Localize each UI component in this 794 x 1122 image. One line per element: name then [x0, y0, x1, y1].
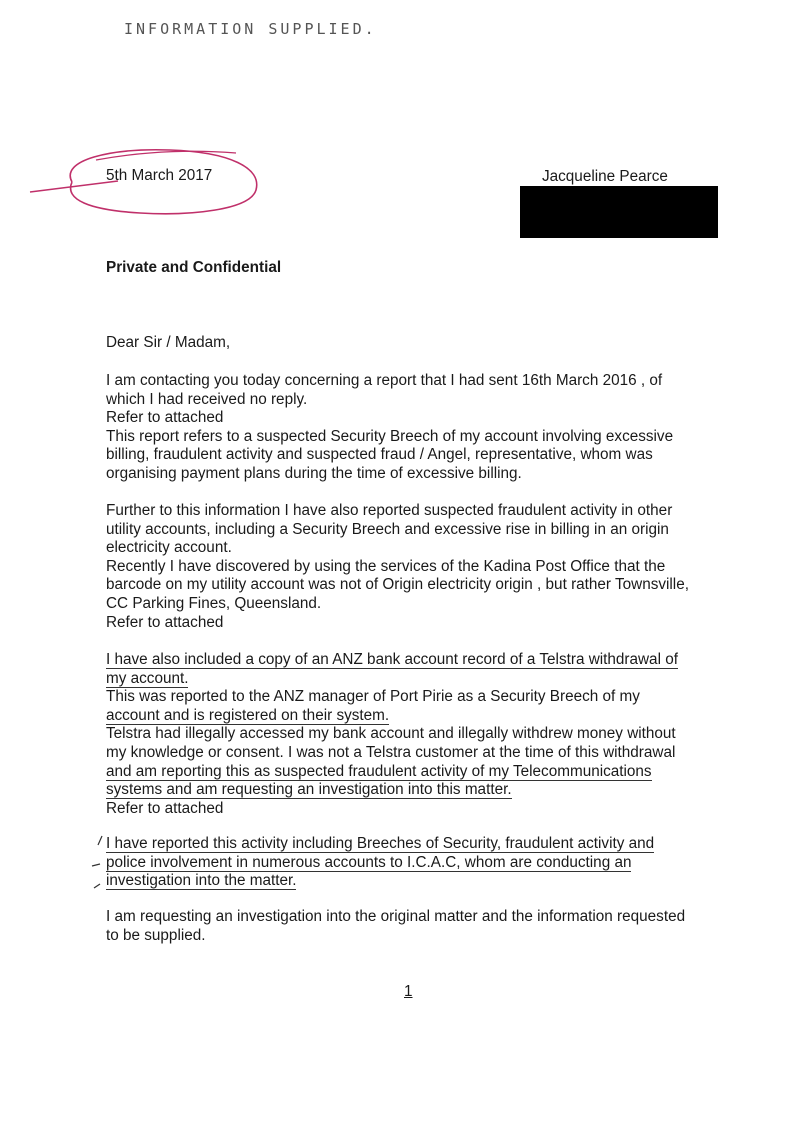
paragraph-line-underlined: account and is registered on their system.: [106, 706, 390, 724]
letter-date: 5th March 2017: [106, 167, 213, 184]
margin-pen-marks: [0, 0, 120, 900]
paragraph-5: [106, 908, 746, 945]
paragraph-line: Refer to attached: [106, 799, 224, 817]
paragraph-3: [106, 651, 746, 818]
paragraph-line: electricity account.: [106, 539, 232, 557]
paragraph-line: Further to this information I have also reported suspected fraudulent activity in other: [106, 502, 673, 519]
paragraph-line: billing, fraudulent activity and suspected fraud / Angel, representative, whom was: [106, 446, 653, 464]
page-number: 1: [404, 983, 413, 1000]
paragraph-line: This report refers to a suspected Security Breech of my account involving excessive: [106, 427, 674, 445]
paragraph-line: barcode on my utility account was not of Origin electricity origin , but rather Townsville,: [106, 576, 689, 594]
paragraph-line: Telstra had illegally accessed my bank account and illegally withdrew money without: [106, 725, 676, 743]
paragraph-1: [106, 372, 746, 484]
paragraph-line: which I had received no reply.: [106, 390, 308, 408]
paragraph-line-underlined: systems and am requesting an investigation into this matter.: [106, 781, 512, 799]
paragraph-line-underlined: my account.: [106, 669, 189, 687]
paragraph-line-underlined: and am reporting this as suspected fraudulent activity of my Telecommunications: [106, 762, 652, 780]
paragraph-line: Recently I have discovered by using the services of the Kadina Post Office that the: [106, 557, 666, 575]
heading-private-confidential: Private and Confidential: [106, 259, 282, 276]
sender-name: Jacqueline Pearce: [542, 168, 668, 185]
salutation: Dear Sir / Madam,: [106, 334, 231, 351]
paragraph-line: organising payment plans during the time of excessive billing.: [106, 464, 522, 482]
paragraph-line: This was reported to the ANZ manager of Port Pirie as a Security Breech of my: [106, 688, 640, 706]
paragraph-line: utility accounts, including a Security Breech and excessive rise in billing in an origin: [106, 520, 669, 538]
paragraph-line: to be supplied.: [106, 926, 206, 944]
paragraph-4: [106, 835, 746, 891]
paragraph-line: Refer to attached: [106, 613, 224, 631]
paragraph-line-underlined: I have also included a copy of an ANZ bank account record of a Telstra withdrawal of: [106, 651, 678, 668]
paragraph-line: my knowledge or consent. I was not a Telstra customer at the time of this withdrawal: [106, 743, 676, 761]
paragraph-line: CC Parking Fines, Queensland.: [106, 594, 322, 612]
paragraph-line-underlined: investigation into the matter.: [106, 872, 297, 890]
paragraph-line: I am contacting you today concerning a report that I had sent 16th March 2016 , of: [106, 372, 663, 389]
paragraph-line-underlined: I have reported this activity including Breeches of Security, fraudulent activity and: [106, 835, 655, 852]
paragraph-line: Refer to attached: [106, 409, 224, 427]
handwritten-note: INFORMATION SUPPLIED.: [124, 20, 377, 38]
paragraph-line: I am requesting an investigation into the original matter and the information requested: [106, 908, 686, 925]
paragraph-2: [106, 502, 746, 632]
paragraph-line-underlined: police involvement in numerous accounts to I.C.A.C, whom are conducting an: [106, 853, 632, 871]
